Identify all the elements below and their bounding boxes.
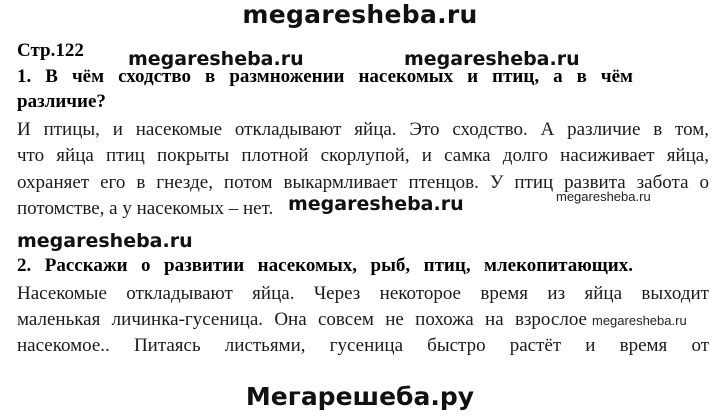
question-1-line-2: различие? xyxy=(17,91,106,112)
answer-2-line-3: насекомое.. Питаясь листьями, гусеница быстро растёт и время от xyxy=(17,335,709,356)
watermark-4: megaresheba.ru xyxy=(17,230,193,252)
watermark-small-1: megaresheba.ru xyxy=(556,189,651,204)
answer-1-line-3: охраняет его в гнезде, потом выкармливает птенцов. У птиц развита забота о xyxy=(17,172,709,193)
question-2-line-1: 2. Расскажи о развитии насекомых, рыб, птиц, млекопитающих. xyxy=(17,255,633,276)
question-1-line-1: 1. В чём сходство в размножении насекомых и птиц, а в чём xyxy=(17,66,633,87)
answer-1-line-1: И птицы, и насекомые откладывают яйца. Это сходство. А различие в том, xyxy=(17,119,709,140)
watermark-top: megaresheba.ru xyxy=(242,0,478,29)
answer-1-line-4: потомстве, а у насекомых – нет. xyxy=(17,198,274,219)
watermark-3: megaresheba.ru xyxy=(288,193,464,215)
page-reference: Стр.122 xyxy=(17,40,84,61)
answer-2-line-1: Насекомые откладывают яйца. Через некоторое время из яйца выходит xyxy=(17,283,709,304)
watermark-2: megaresheba.ru xyxy=(404,48,580,70)
answer-1-line-2: что яйца птиц покрыты плотной скорлупой, и самка долго насиживает яйца, xyxy=(17,145,709,166)
watermark-1: megaresheba.ru xyxy=(128,48,304,70)
watermark-bottom: Мегарешеба.ру xyxy=(245,382,475,411)
answer-2-line-2: маленькая личинка-гусеница. Она совсем не похожа на взрослое xyxy=(17,309,587,330)
watermark-small-2: megaresheba.ru xyxy=(592,313,687,328)
